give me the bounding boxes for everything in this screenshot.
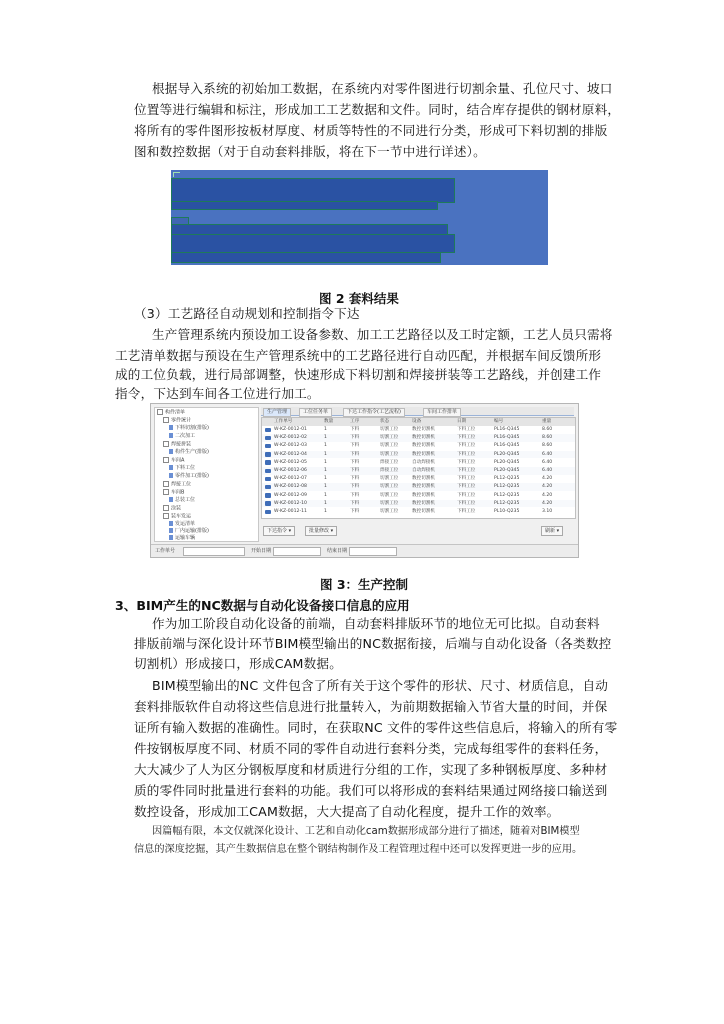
paragraph-3-line-2: 排版前端与深化设计环节BIM模型输出的NC数据衔接，后端与自动化设备（各类数控	[134, 636, 612, 651]
column-header[interactable]: 编号	[494, 419, 504, 424]
table-cell: 下料	[350, 435, 360, 441]
paragraph-2-line-2: 工艺清单数据与预设在生产管理系统中的工艺路径进行自动匹配，并根据车间反馈所形	[115, 348, 602, 363]
row-document-icon	[265, 469, 271, 474]
paragraph-1-line-2: 位置等进行编辑和标注，形成加工工艺数据和文件。同时，结合库存提供的钢材原料，	[134, 102, 621, 117]
tree-node[interactable]: 焊接工位	[163, 481, 191, 488]
table-cell: 下料工位	[457, 468, 476, 473]
order-filter-input[interactable]	[183, 547, 245, 556]
tree-node[interactable]: 涂装	[163, 505, 181, 512]
table-cell: 下料工位	[457, 484, 476, 490]
tree-node[interactable]: 车间A	[163, 457, 184, 464]
tree-node[interactable]: 二次加工	[169, 433, 195, 440]
paragraph-1-line-4: 图和数控数据（对于自动套料排版，将在下一节中进行详述）。	[134, 144, 486, 159]
table-cell: 下料工位	[457, 435, 476, 441]
paragraph-4-line-7: 数控设备，形成加工CAM数据，大大提高了自动化程度，提升工作的效率。	[134, 804, 560, 819]
table-cell: 下料	[350, 500, 360, 506]
table-cell: 1	[324, 500, 327, 506]
nesting-result-image	[171, 170, 548, 265]
table-cell: PL12-Q235	[494, 476, 520, 482]
table-row[interactable]	[262, 451, 575, 459]
table-cell: 切割工位	[380, 509, 399, 514]
table-cell: 切割工位	[380, 427, 399, 432]
table-cell: PL20-Q345	[494, 459, 520, 465]
table-cell: 下料	[350, 443, 360, 449]
table-cell: 数控切割机	[412, 443, 435, 449]
tab-issue-instructions[interactable]: 下达工作指令(工艺流程)	[343, 408, 405, 417]
tree-node[interactable]: 下料工位	[169, 465, 195, 472]
table-cell: 下料	[350, 492, 360, 498]
table-cell: 数控切割机	[412, 476, 435, 482]
figure-3-caption: 图 3：生产控制	[320, 577, 409, 592]
tree-node[interactable]: 车间B	[163, 489, 184, 496]
table-cell: 下料工位	[457, 492, 476, 498]
table-cell: 8.60	[542, 435, 553, 441]
table-cell: W-KZ-0012-03	[274, 443, 307, 449]
table-cell: W-KZ-0012-06	[274, 468, 307, 473]
table-cell: PL20-Q345	[494, 451, 520, 457]
table-cell: PL10-Q235	[494, 509, 520, 514]
row-document-icon	[265, 444, 271, 449]
nested-part-strip	[171, 201, 438, 210]
table-cell: 4.20	[542, 500, 553, 506]
table-cell: 下料	[350, 484, 360, 490]
paragraph-2-line-4: 指令，下达到车间各工位进行加工。	[115, 386, 320, 401]
conclusion-line-2: 信息的深度挖掘，其产生数据信息在整个钢结构制作及工程管理过程中还可以发挥更进一步的应用。	[134, 844, 583, 855]
column-header[interactable]: 日期	[457, 419, 467, 424]
table-cell: 下料	[350, 509, 360, 514]
table-row[interactable]	[262, 475, 575, 483]
column-header[interactable]: 工作单号	[274, 419, 293, 424]
row-document-icon	[265, 477, 271, 482]
table-cell: 数控切割机	[412, 484, 435, 490]
paragraph-1-line-1: 根据导入系统的初始加工数据，在系统内对零件图进行切割余量、孔位尺寸、坡口	[152, 81, 613, 96]
table-cell: 4.20	[542, 484, 553, 490]
table-row[interactable]	[262, 492, 575, 500]
table-row[interactable]	[262, 459, 575, 467]
table-cell: 1	[324, 509, 327, 514]
table-cell: 下料工位	[457, 459, 476, 465]
table-cell: 数控切割机	[412, 427, 435, 432]
table-cell: 切割工位	[380, 451, 399, 457]
paragraph-4-line-5: 大大减少了人为区分钢板厚度和材质进行分组的工作，实现了多种钢板厚度、多种材	[134, 762, 608, 777]
table-cell: 下料	[350, 459, 360, 465]
filter-label-order: 工作单号	[155, 548, 176, 554]
column-header[interactable]: 状态	[380, 419, 390, 424]
table-cell: W-KZ-0012-08	[274, 484, 307, 490]
nesting-corner-mark	[173, 172, 180, 177]
table-cell: 切割工位	[380, 476, 399, 482]
table-cell: 4.20	[542, 492, 553, 498]
table-cell: 8.60	[542, 443, 553, 449]
column-header[interactable]: 重量	[542, 419, 552, 424]
table-cell: 1	[324, 468, 327, 473]
filter-label-start: 开始日期	[251, 548, 272, 554]
row-document-icon	[265, 452, 271, 457]
table-cell: 8.60	[542, 427, 553, 432]
issue-instruction-button[interactable]: 下达指令 ▾	[263, 526, 295, 536]
table-cell: 1	[324, 492, 327, 498]
table-toolbar	[261, 523, 574, 537]
table-cell: W-KZ-0012-04	[274, 451, 307, 457]
paragraph-3-line-3: 切割机）形成接口，形成CAM数据。	[134, 656, 342, 671]
table-row[interactable]	[262, 442, 575, 450]
paragraph-4-line-3: 证所有输入数据的准确性。同时，在获取NC 文件的零件这些信息后，将输入的所有零	[134, 720, 618, 735]
table-cell: 数控切割机	[412, 451, 435, 457]
table-cell: 1	[324, 427, 327, 432]
tree-node[interactable]: 零件加工(排版)	[169, 473, 209, 480]
section-heading: 3、BIM产生的NC数据与自动化设备接口信息的应用	[115, 598, 410, 613]
tree-node[interactable]: 总装工位	[169, 497, 195, 504]
paragraph-3-line-1: 作为加工阶段自动化设备的前端，自动套料排版环节的地位无可比拟。自动套料	[152, 616, 600, 631]
tree-node[interactable]: 零件统计	[163, 417, 191, 424]
batch-edit-button[interactable]: 批量修改 ▾	[305, 526, 337, 536]
table-row[interactable]	[262, 508, 575, 516]
row-document-icon	[265, 501, 271, 506]
row-document-icon	[265, 485, 271, 490]
table-cell: 切割工位	[380, 443, 399, 449]
table-cell: 焊接工位	[380, 468, 399, 473]
table-cell: 下料	[350, 427, 360, 432]
nested-part-strip	[171, 234, 455, 253]
table-cell: 4.20	[542, 476, 553, 482]
row-document-icon	[265, 510, 271, 515]
table-cell: 切割工位	[380, 484, 399, 490]
table-cell: 数控切割机	[412, 500, 435, 506]
column-header[interactable]: 设备	[412, 419, 422, 424]
table-cell: W-KZ-0012-05	[274, 459, 307, 465]
paragraph-4-line-2: 套料排版软件自动将这些信息进行批量转入，为前期数据输入节省大量的时间，并保	[134, 699, 608, 714]
paragraph-4-line-1: BIM模型输出的NC 文件包含了所有关于这个零件的形状、尺寸、材质信息，自动	[152, 678, 609, 693]
tab-station-tasks[interactable]: 工位任务单	[299, 408, 332, 417]
filter-label-end: 结束日期	[327, 548, 348, 554]
table-cell: 切割工位	[380, 435, 399, 441]
table-row[interactable]	[262, 500, 575, 508]
table-cell: 下料	[350, 451, 360, 457]
conclusion-line-1: 因篇幅有限，本文仅就深化设计、工艺和自动化cam数据形成部分进行了描述，随着对BIM模型	[152, 826, 580, 837]
table-cell: 6.40	[542, 468, 553, 473]
table-cell: W-KZ-0012-01	[274, 427, 307, 432]
tree-node[interactable]: 焊接拼装	[163, 441, 191, 448]
table-cell: PL12-Q235	[494, 484, 520, 490]
table-cell: 1	[324, 459, 327, 465]
table-cell: 数控切割机	[412, 492, 435, 498]
paragraph-2-line-1: 生产管理系统内预设加工设备参数、加工工艺路径以及工时定额，工艺人员只需将	[152, 327, 613, 342]
process-tree-panel	[154, 407, 259, 542]
table-cell: W-KZ-0012-02	[274, 435, 307, 441]
table-cell: 1	[324, 484, 327, 490]
tree-node[interactable]: 发运清单	[169, 521, 195, 528]
table-row[interactable]	[262, 467, 575, 475]
table-cell: 下料工位	[457, 427, 476, 432]
refresh-button[interactable]: 刷新 ▾	[541, 526, 563, 536]
table-row[interactable]	[262, 483, 575, 491]
work-order-table	[261, 417, 576, 519]
table-cell: PL20-Q345	[494, 468, 520, 473]
table-cell: 6.40	[542, 459, 553, 465]
table-cell: 下料	[350, 476, 360, 482]
table-cell: 切割工位	[380, 500, 399, 506]
table-cell: PL16-Q345	[494, 435, 520, 441]
table-cell: 切割工位	[380, 492, 399, 498]
table-cell: PL12-Q235	[494, 500, 520, 506]
table-cell: 1	[324, 451, 327, 457]
table-cell: 1	[324, 476, 327, 482]
table-cell: 1	[324, 435, 327, 441]
row-document-icon	[265, 460, 271, 465]
table-cell: 下料工位	[457, 443, 476, 449]
table-cell: 数控切割机	[412, 435, 435, 441]
tree-node[interactable]: 运输车辆	[169, 535, 195, 542]
paragraph-2-line-3: 成的工位负载，进行局部调整，快速形成下料切割和焊接拼装等工艺路线，并创建工作	[115, 367, 602, 382]
tab-production[interactable]: 生产管理	[263, 408, 291, 417]
table-cell: 下料	[350, 468, 360, 473]
table-cell: 下料工位	[457, 509, 476, 514]
start-date-input[interactable]	[273, 547, 321, 556]
table-cell: 6.40	[542, 451, 553, 457]
table-cell: W-KZ-0012-07	[274, 476, 307, 482]
tree-node[interactable]: 下料切割(排版)	[169, 425, 209, 432]
tree-node[interactable]: 构件生产(排版)	[169, 449, 209, 456]
table-cell: 自动焊接机	[412, 459, 435, 465]
row-document-icon	[265, 436, 271, 441]
tab-workshop-schedule[interactable]: 车间工作排单	[423, 408, 461, 417]
tree-node[interactable]: 构件清单	[157, 409, 185, 416]
column-header[interactable]: 工序	[350, 419, 360, 424]
nested-part-strip	[171, 252, 441, 263]
row-document-icon	[265, 428, 271, 433]
table-cell: W-KZ-0012-09	[274, 492, 307, 498]
paragraph-4-line-6: 质的零件同时批量进行套料的功能。我们可以将形成的套料结果通过网络接口输送到	[134, 783, 608, 798]
tab-strip	[261, 407, 574, 416]
table-cell: 1	[324, 443, 327, 449]
nested-part-strip	[171, 178, 455, 203]
column-header[interactable]: 数量	[324, 419, 334, 424]
paragraph-1-line-3: 将所有的零件图形按板材厚度、材质等特性的不同进行分类，形成可下料切割的排版	[134, 123, 608, 138]
table-cell: 数控切割机	[412, 509, 435, 514]
table-cell: 下料工位	[457, 451, 476, 457]
tree-node[interactable]: 装车发运	[163, 513, 191, 520]
table-cell: W-KZ-0012-11	[274, 509, 307, 514]
table-cell: PL16-Q345	[494, 427, 520, 432]
table-cell: PL12-Q235	[494, 492, 520, 498]
production-control-screenshot	[150, 403, 579, 558]
end-date-input[interactable]	[349, 547, 397, 556]
table-cell: 焊接工位	[380, 459, 399, 465]
table-cell: 下料工位	[457, 500, 476, 506]
table-cell: 下料工位	[457, 476, 476, 482]
table-cell: 自动焊接机	[412, 468, 435, 473]
table-row[interactable]	[262, 434, 575, 442]
table-row[interactable]	[262, 426, 575, 434]
filter-bar	[151, 544, 578, 557]
tree-node[interactable]: 厂内运输(排版)	[169, 528, 209, 535]
table-cell: W-KZ-0012-10	[274, 500, 307, 506]
subsection-heading: （3）工艺路径自动规划和控制指令下达	[134, 306, 360, 321]
figure-2-caption: 图 2 套料结果	[319, 291, 399, 306]
row-document-icon	[265, 493, 271, 498]
table-cell: 3.10	[542, 509, 553, 514]
paragraph-4-line-4: 件按钢板厚度不同、材质不同的零件自动进行套料分类，完成每组零件的套料任务，	[134, 741, 608, 756]
table-cell: PL16-Q345	[494, 443, 520, 449]
